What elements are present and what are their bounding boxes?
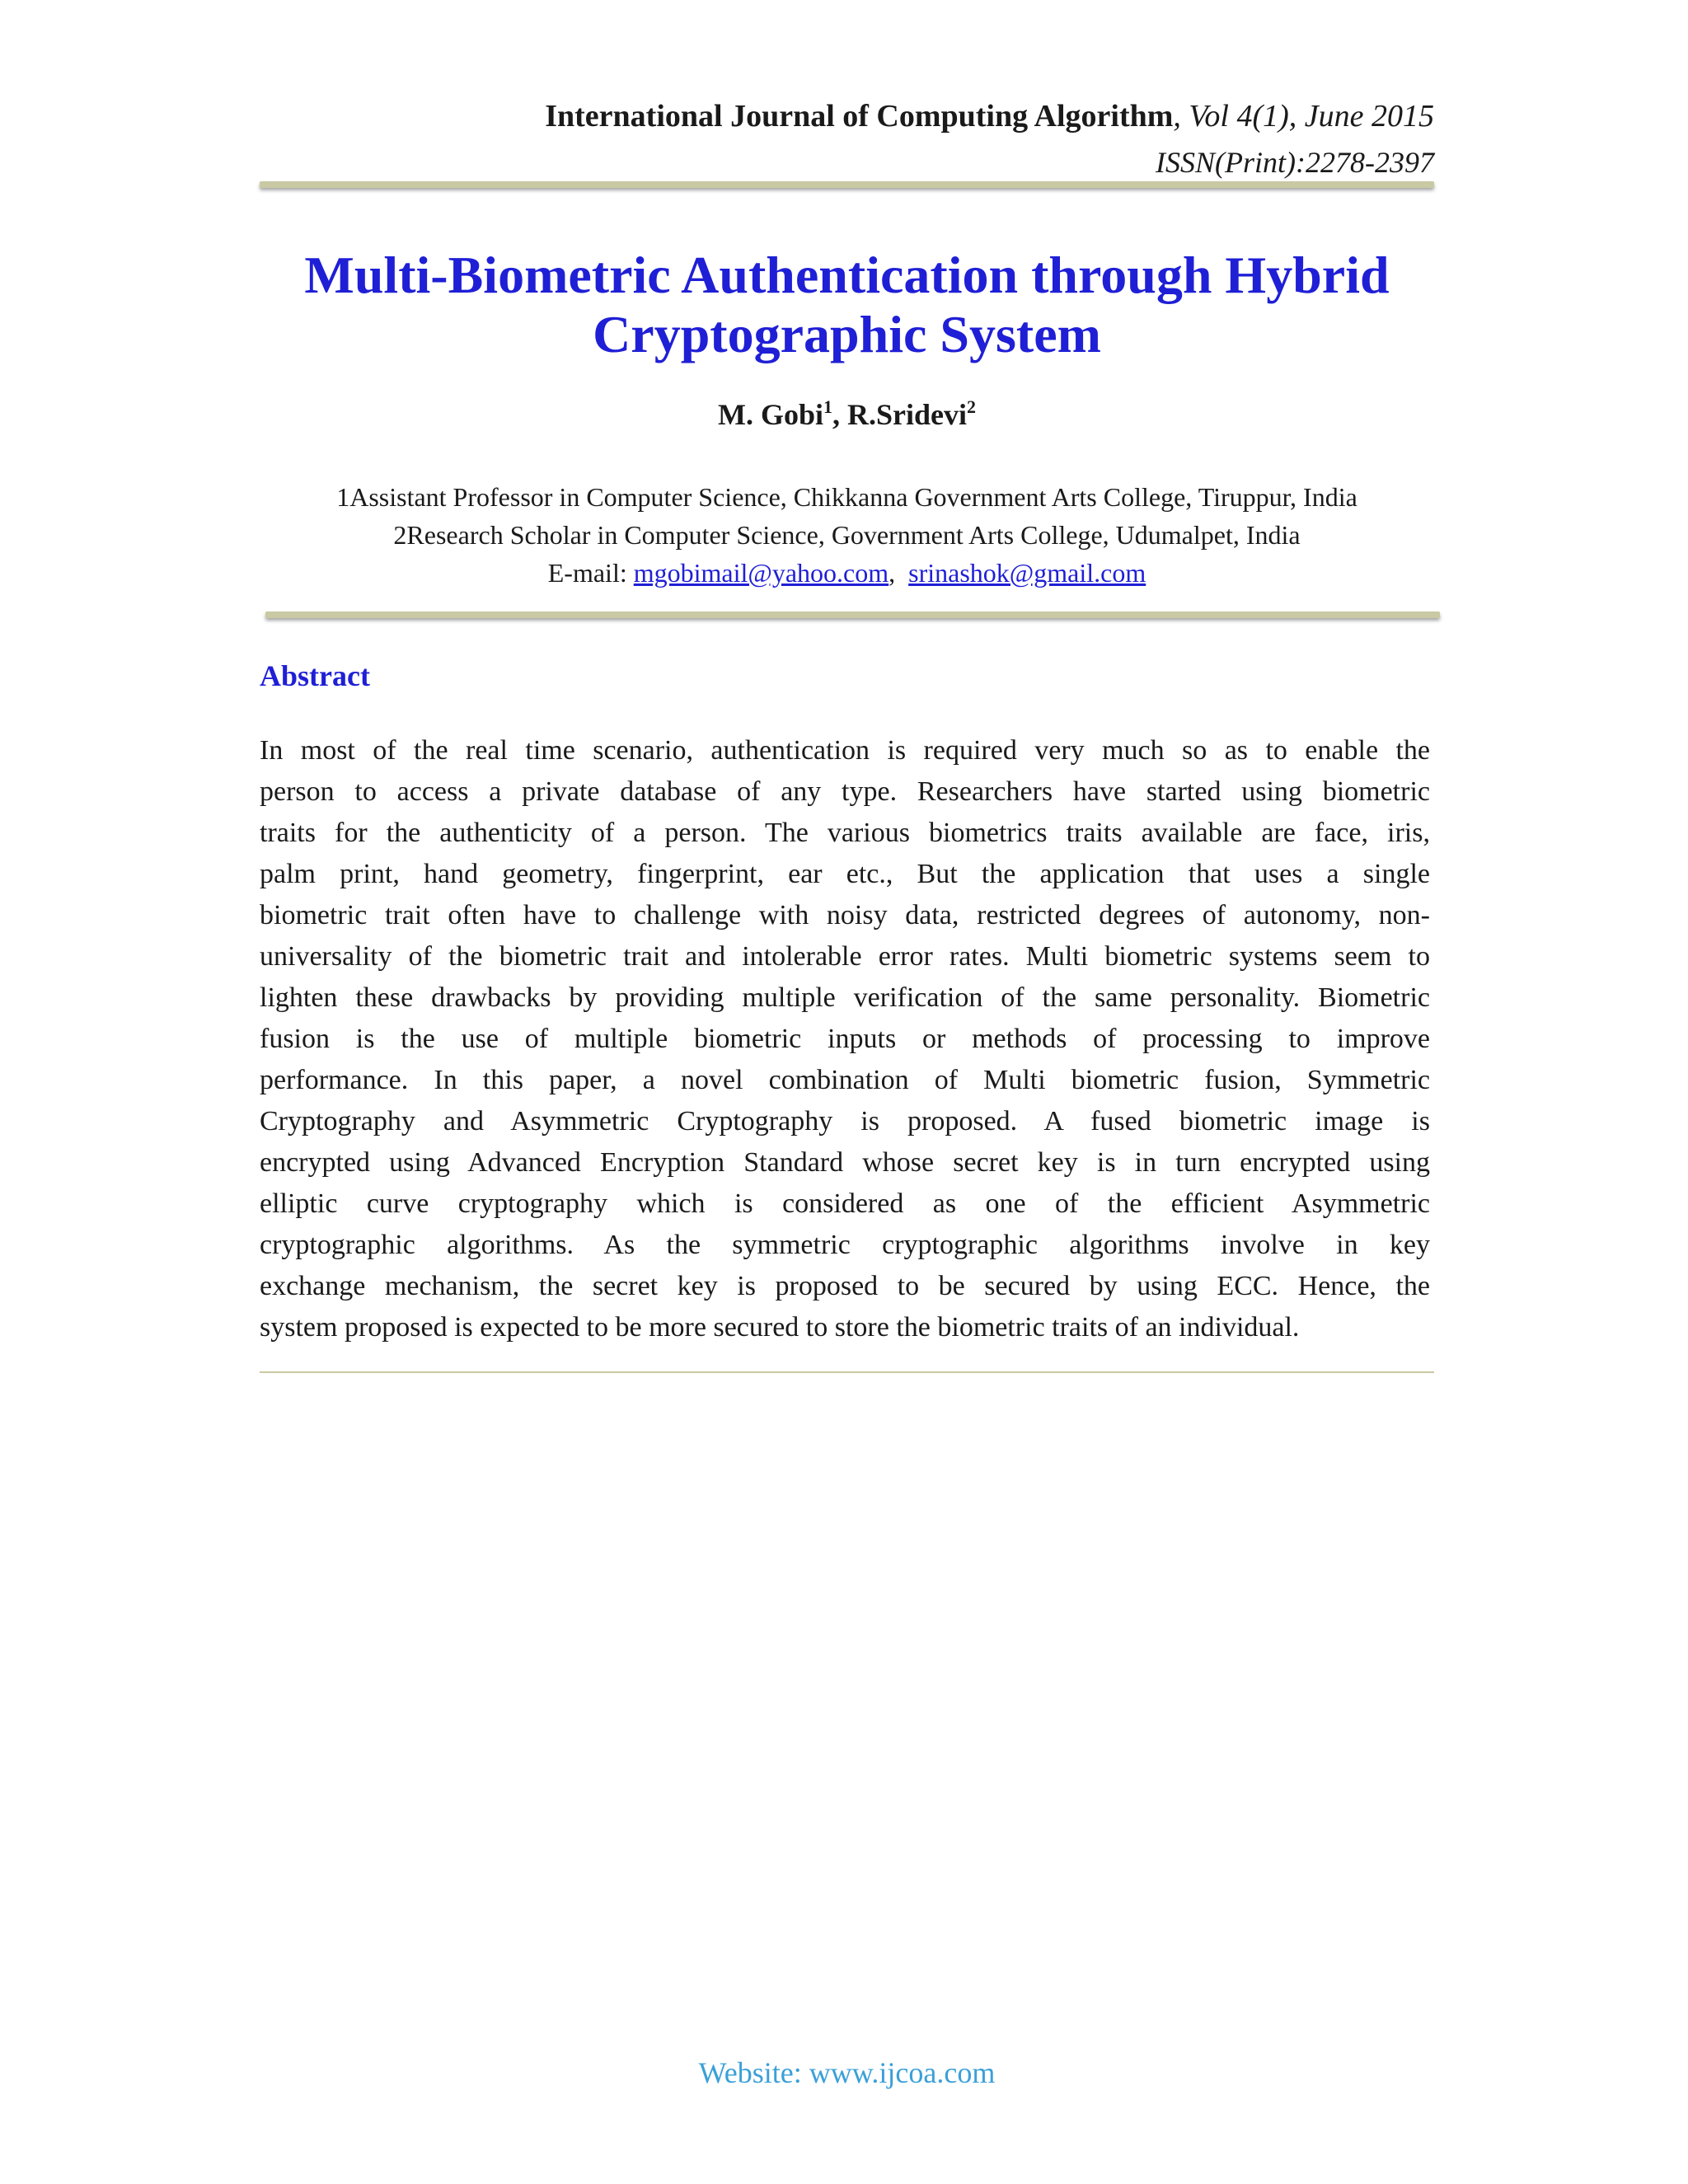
- affiliation-divider: [265, 612, 1440, 618]
- abstract-line: traits for the authenticity of a person. The various biometrics traits available are face, iris,: [260, 818, 1430, 848]
- abstract-line: cryptographic algorithms. As the symmetric cryptographic algorithms involve in key: [260, 1230, 1430, 1260]
- abstract-divider: [260, 1371, 1434, 1373]
- journal-header-line: [260, 92, 1434, 140]
- abstract-body: [260, 730, 1430, 1348]
- footer-website: Website: www.ijcoa.com: [698, 2056, 996, 2089]
- paper-title: [260, 246, 1434, 364]
- paper-title-line-1: Multi-Biometric Authentication through Hybrid: [304, 246, 1390, 304]
- abstract-line: In most of the real time scenario, authentication is required very much so as to enable the: [260, 735, 1430, 766]
- journal-header: [260, 92, 1434, 185]
- email-link-1[interactable]: mgobimail@yahoo.com: [633, 558, 889, 588]
- abstract-line: encrypted using Advanced Encryption Standard whose secret key is in turn encrypted using: [260, 1147, 1430, 1178]
- email-link-2[interactable]: srinashok@gmail.com: [908, 558, 1146, 588]
- email-label: E-mail:: [547, 558, 634, 588]
- abstract-line: palm print, hand geometry, fingerprint, ear etc., But the application that uses a single: [260, 859, 1430, 889]
- author-separator: ,: [832, 398, 847, 431]
- abstract-line: universality of the biometric trait and intolerable error rates. Multi biometric systems seem to: [260, 941, 1430, 972]
- abstract-line: elliptic curve cryptography which is considered as one of the efficient Asymmetric: [260, 1188, 1430, 1219]
- journal-issn: ISSN(Print):2278-2397: [1156, 146, 1434, 179]
- journal-volume: , Vol 4(1), June 2015: [1173, 99, 1434, 134]
- paper-title-line-2: Cryptographic System: [593, 305, 1101, 363]
- author-2: R.Sridevi: [847, 398, 968, 431]
- abstract-line: performance. In this paper, a novel combination of Multi biometric fusion, Symmetric: [260, 1065, 1430, 1095]
- abstract-line: exchange mechanism, the secret key is proposed to be secured by using ECC. Hence, the: [260, 1271, 1430, 1301]
- email-line: [260, 554, 1434, 592]
- abstract-heading: Abstract: [260, 659, 370, 692]
- author-1-affiliation-mark: 1: [823, 396, 832, 417]
- affiliation-1: 1Assistant Professor in Computer Science, Chikkanna Government Arts College, Tiruppur, India: [336, 482, 1357, 512]
- abstract-line: person to access a private database of any type. Researchers have started using biometric: [260, 776, 1430, 807]
- author-list: [260, 394, 1434, 435]
- abstract-line: fusion is the use of multiple biometric inputs or methods of processing to improve: [260, 1024, 1430, 1054]
- header-divider: [260, 181, 1434, 188]
- author-2-affiliation-mark: 2: [967, 396, 977, 417]
- journal-name: International Journal of Computing Algorithm: [545, 99, 1174, 134]
- author-1: M. Gobi: [717, 398, 823, 431]
- abstract-line: lighten these drawbacks by providing multiple verification of the same personality. Biometric: [260, 982, 1430, 1013]
- abstract-line: biometric trait often have to challenge with noisy data, restricted degrees of autonomy, non-: [260, 900, 1430, 930]
- email-separator: ,: [889, 558, 909, 588]
- abstract-line: Cryptography and Asymmetric Cryptography is proposed. A fused biometric image is: [260, 1106, 1430, 1137]
- affiliation-2: 2Research Scholar in Computer Science, Government Arts College, Udumalpet, India: [393, 520, 1301, 550]
- abstract-line: system proposed is expected to be more secured to store the biometric traits of an individual.: [260, 1312, 1300, 1343]
- affiliations: [260, 478, 1434, 592]
